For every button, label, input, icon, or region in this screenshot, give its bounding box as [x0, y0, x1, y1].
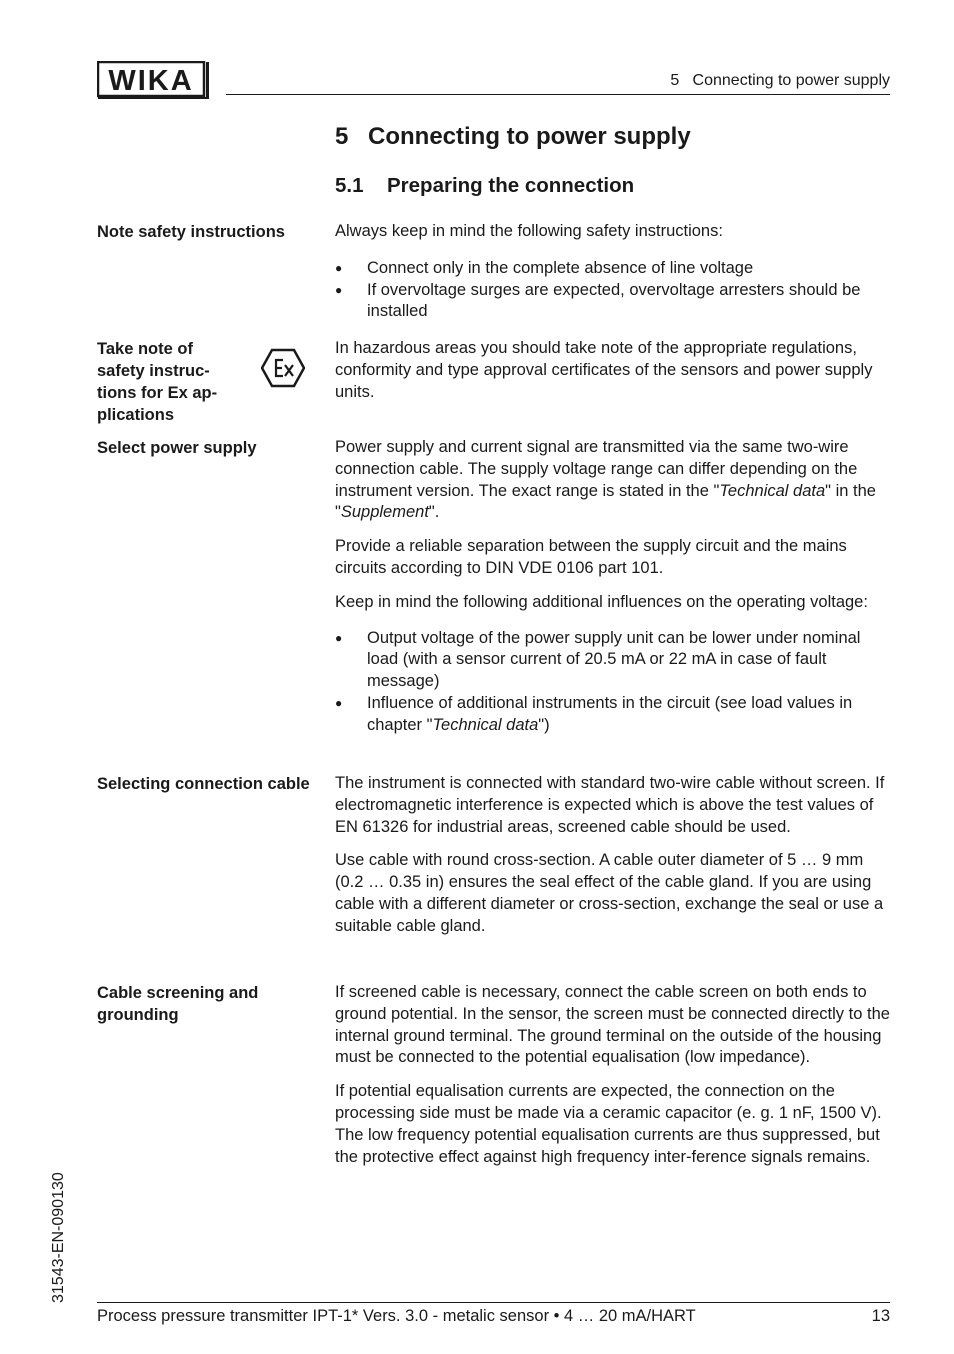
- cable-paragraph-2: Use cable with round cross-section. A cable outer diameter of 5 … 9 mm (0.2 … 0.35 in) ensures the seal effect of the cable gland. If you are using cable with a different diameter or cross-section, exchange the seal or use a suitable cable gland.: [335, 851, 884, 935]
- footer-rule: [97, 1302, 890, 1303]
- cable-block: [335, 773, 891, 938]
- screening-paragraph-1: If screened cable is necessary, connect the cable screen on both ends to ground potential. In the sensor, the screen must be connected directly to the internal ground terminal. The ground terminal on the outside of the housing must be connected to the potential equalisation (low impedance).: [335, 983, 890, 1067]
- list-item: ● Output voltage of the power supply unit can be lower under nominal load (with a sensor current of 20.5 mA or 22 mA in case of fault message): [335, 628, 891, 693]
- safety-list: [335, 258, 891, 323]
- screening-paragraph-2: If potential equalisation currents are expected, the connection on the processing side must be made via a ceramic capacitor (e. g. 1 nF, 1500 V). The low frequency potential equalisation currents are thus suppressed, but the protective effect against high frequency inter-ference signals remains.: [335, 1082, 882, 1166]
- running-header: 5 Connecting to power supply: [670, 72, 890, 89]
- safety-intro: Always keep in mind the following safety instructions:: [335, 222, 723, 240]
- margin-label-cable: Selecting connection cable: [97, 775, 310, 793]
- margin-label-power: Select power supply: [97, 439, 257, 457]
- document-id: 31543-EN-090130: [50, 1172, 67, 1303]
- wika-logo: [97, 61, 209, 99]
- margin-label-screening: Cable screening and grounding: [97, 984, 259, 1024]
- cable-paragraph-1: The instrument is connected with standard two-wire cable without screen. If electromagnetic interference is expected which is above the test values of EN 61326 for industrial areas, screened cable should be used.: [335, 774, 885, 836]
- power-block: [335, 437, 891, 737]
- margin-label-ex: Take note of safety instruc- tions for Ex ap- plications: [97, 340, 218, 424]
- power-paragraph-3: Keep in mind the following additional influences on the operating voltage:: [335, 592, 868, 611]
- list-item: ● Influence of additional instruments in the circuit (see load values in chapter "Technical data"): [335, 693, 891, 737]
- list-item: ● Connect only in the complete absence of line voltage: [335, 258, 891, 280]
- margin-label-safety: Note safety instructions: [97, 223, 285, 241]
- ex-hazard-icon: [261, 348, 305, 388]
- screening-block: [335, 982, 891, 1168]
- power-paragraph-2: Provide a reliable separation between the supply circuit and the mains circuits according to DIN VDE 0106 part 101.: [335, 537, 847, 577]
- section-title: 5.1 Preparing the connection: [335, 174, 635, 197]
- power-list: [335, 628, 891, 737]
- page-number: 13: [871, 1307, 890, 1325]
- safety-block: [335, 221, 891, 323]
- chapter-title: 5 Connecting to power supply: [335, 123, 691, 150]
- header-rule: [226, 94, 890, 95]
- power-paragraph-1: Power supply and current signal are transmitted via the same two-wire connection cable. The supply voltage range can differ depending on the instrument version. The exact range is stated in the "Technical data" in the "Supplement".: [335, 438, 876, 522]
- logo-text: WIKA: [108, 65, 194, 97]
- footer-title: Process pressure transmitter IPT-1* Vers. 3.0 - metalic sensor • 4 … 20 mA/HART: [97, 1307, 696, 1325]
- ex-block: In hazardous areas you should take note of the appropriate regulations, conformity and type approval certificates of the sensors and power supply units.: [335, 339, 873, 401]
- list-item: ● If overvoltage surges are expected, overvoltage arresters should be installed: [335, 280, 891, 324]
